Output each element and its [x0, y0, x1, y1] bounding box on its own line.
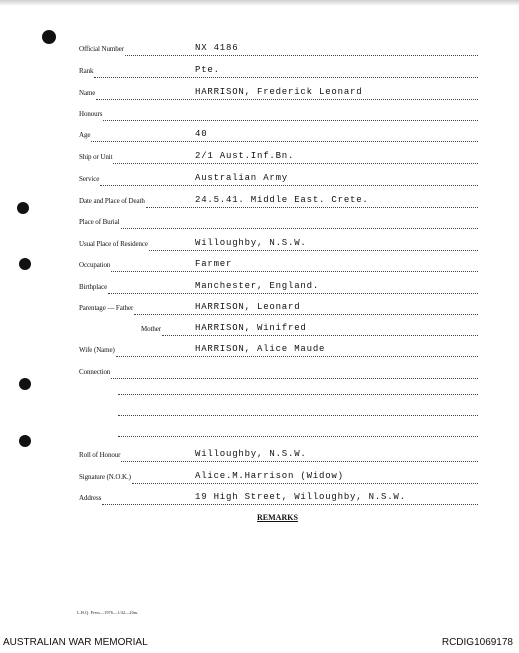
field-mother	[141, 325, 478, 339]
field-usual-place-of-residence	[79, 240, 478, 254]
field-roll-of-honour	[79, 451, 478, 465]
field-value: HARRISON, Frederick Leonard	[195, 87, 363, 97]
field-date-and-place-of-death	[79, 197, 478, 211]
footer-bar	[0, 632, 519, 653]
field-label: Name	[79, 89, 96, 97]
field-label: Service	[79, 175, 100, 183]
footer-id: RCDIG1069178	[441, 637, 513, 648]
dotted-line	[108, 293, 478, 294]
field-place-of-burial	[79, 218, 478, 232]
field-value: NX 4186	[195, 43, 239, 53]
dotted-line	[103, 120, 478, 121]
field-value: Pte.	[195, 65, 220, 75]
punch-hole	[42, 30, 56, 44]
field-name	[79, 89, 478, 103]
field-wife-name	[79, 346, 478, 360]
dotted-line	[94, 77, 478, 78]
dotted-line	[121, 461, 478, 462]
field-birthplace	[79, 283, 478, 297]
field-rank	[79, 67, 478, 81]
field-label: Signature (N.O.K.)	[79, 473, 131, 481]
field-official-number	[79, 45, 478, 59]
field-value: Alice.M.Harrison (Widow)	[195, 471, 344, 481]
field-label: Roll of Honour	[79, 451, 121, 459]
field-ship-or-unit	[79, 153, 478, 167]
remarks-heading: REMARKS	[257, 513, 298, 522]
dotted-line	[113, 163, 478, 164]
field-value: 24.5.41. Middle East. Crete.	[195, 195, 369, 205]
field-value: Farmer	[195, 259, 233, 269]
field-label: Occupation	[79, 261, 111, 269]
field-value: HARRISON, Alice Maude	[195, 344, 326, 354]
field-parentage-father	[79, 304, 478, 318]
field-label: Usual Place of Residence	[79, 240, 148, 248]
field-label: Connection	[79, 368, 111, 376]
field-value: Willoughby, N.S.W.	[195, 449, 307, 459]
connection-line	[118, 436, 478, 437]
dotted-line	[121, 228, 479, 229]
dotted-line	[125, 55, 478, 56]
field-address	[79, 494, 478, 508]
dotted-line	[132, 483, 478, 484]
punch-hole	[19, 435, 31, 447]
field-label: Place of Burial	[79, 218, 120, 226]
dotted-line	[162, 335, 478, 336]
field-label: Date and Place of Death	[79, 197, 145, 205]
field-value: Willoughby, N.S.W.	[195, 238, 307, 248]
dotted-line	[102, 504, 478, 505]
field-age	[79, 131, 478, 145]
punch-hole	[17, 202, 29, 214]
field-value: Manchester, England.	[195, 281, 320, 291]
field-label: Birthplace	[79, 283, 108, 291]
printer-note: L.H.Q. Press—1976—1/42—20m.	[77, 610, 139, 615]
field-label: Wife (Name)	[79, 346, 115, 354]
dotted-line	[111, 378, 478, 379]
field-label: Mother	[141, 325, 162, 333]
dotted-line	[116, 356, 478, 357]
dotted-line	[134, 314, 478, 315]
field-occupation	[79, 261, 478, 275]
connection-line	[118, 394, 478, 395]
field-label: Age	[79, 131, 91, 139]
scan-edge	[0, 0, 519, 6]
field-label: Ship or Unit	[79, 153, 113, 161]
footer-source: AUSTRALIAN WAR MEMORIAL	[3, 637, 148, 648]
field-label: Official Number	[79, 45, 124, 53]
dotted-line	[91, 141, 478, 142]
field-value: 40	[195, 129, 208, 139]
field-label: Address	[79, 494, 102, 502]
punch-hole	[19, 378, 31, 390]
field-value: 2/1 Aust.Inf.Bn.	[195, 151, 295, 161]
field-value: 19 High Street, Willoughby, N.S.W.	[195, 492, 406, 502]
field-connection	[79, 368, 478, 382]
dotted-line	[96, 99, 478, 100]
field-value: Australian Army	[195, 173, 289, 183]
dotted-line	[149, 250, 478, 251]
field-value: HARRISON, Winifred	[195, 323, 307, 333]
dotted-line	[111, 271, 478, 272]
field-value: HARRISON, Leonard	[195, 302, 301, 312]
dotted-line	[146, 207, 478, 208]
field-honours	[79, 110, 478, 124]
field-label: Rank	[79, 67, 94, 75]
field-signature-n-o-k	[79, 473, 478, 487]
field-service	[79, 175, 478, 189]
punch-hole	[19, 258, 31, 270]
field-label: Parentage — Father	[79, 304, 134, 312]
connection-line	[118, 415, 478, 416]
dotted-line	[100, 185, 478, 186]
field-label: Honours	[79, 110, 103, 118]
